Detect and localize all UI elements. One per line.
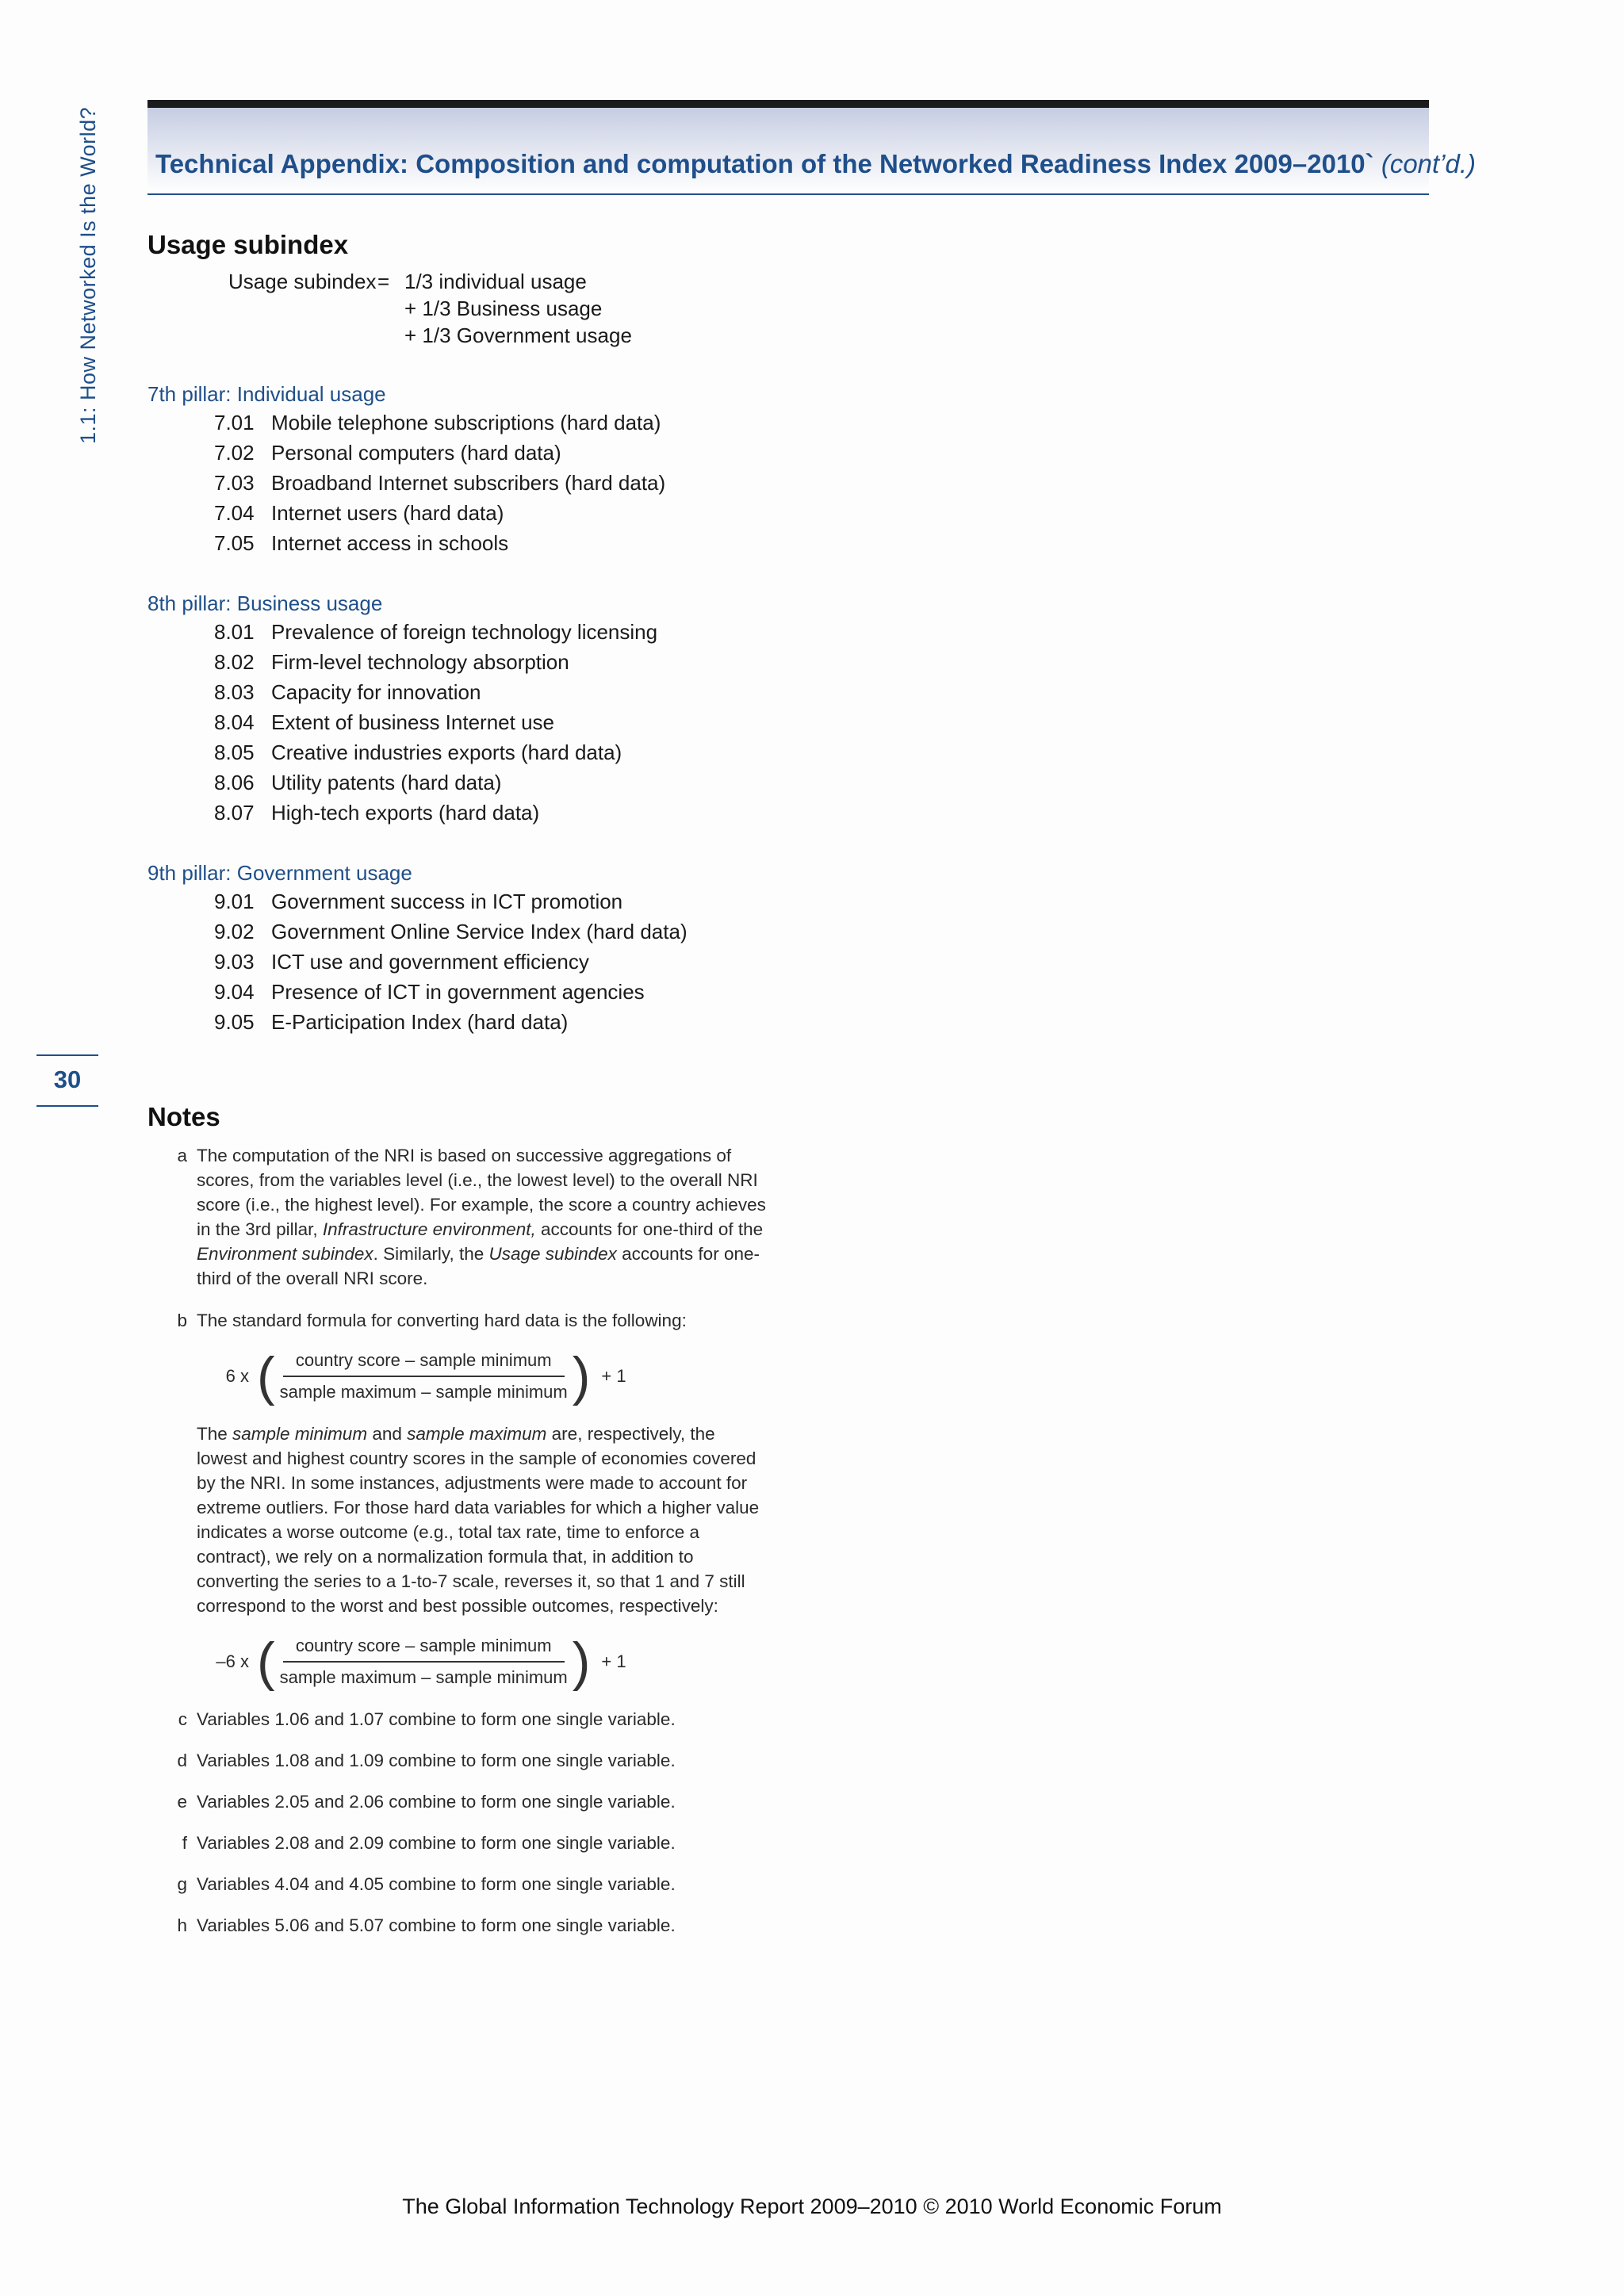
note-b-continued <box>147 1422 940 1618</box>
item-text: Internet users (hard data) <box>271 501 504 525</box>
close-paren: ) <box>572 1632 591 1692</box>
section-header-band <box>147 100 1477 195</box>
item-text: Capacity for innovation <box>271 680 481 704</box>
formula-addend: + 1 <box>601 1651 626 1671</box>
fraction-numerator: country score – sample minimum <box>283 1350 565 1377</box>
item-text: Utility patents (hard data) <box>271 771 502 794</box>
fraction-denominator: sample maximum – sample minimum <box>279 1382 568 1402</box>
item-number: 7.02 <box>214 441 255 465</box>
formula-multiplier: 6 x <box>225 1366 249 1386</box>
fraction <box>280 1636 568 1688</box>
formula-term: + 1/3 Government usage <box>404 323 632 347</box>
item-text: Mobile telephone subscriptions (hard data) <box>271 411 661 434</box>
note-text: The standard formula for converting hard data is the following: <box>197 1311 687 1330</box>
formula-term: 1/3 individual usage <box>404 270 587 293</box>
notes-heading: Notes <box>147 1102 220 1131</box>
list-item <box>147 767 940 798</box>
pillar-title: 7th pillar: Individual usage <box>147 382 386 406</box>
item-number: 8.04 <box>214 710 255 734</box>
item-text: Presence of ICT in government agencies <box>271 980 645 1004</box>
page-content <box>147 230 940 1938</box>
note-text: The sample minimum and sample maximum are, respectively, the lowest and highest country scores in the sample of economies covered by the NRI. In some instances, adjustments were made to account for extreme outliers. For those hard data variables for which a higher value indicates a worse outcome (e.g., total tax rate, time to enforce a contract), we rely on a normalization formula that, in addition to converting the series to a 1-to-7 scale, reverses it, so that 1 and 7 still correspond to the worst and best possible outcomes, respectively: <box>197 1424 760 1616</box>
note-label: b <box>177 1311 187 1330</box>
running-section-title: 1.1: How Networked Is the World? <box>76 106 100 444</box>
list-item <box>147 528 940 558</box>
pillar-9 <box>147 859 940 1037</box>
note-text: The computation of the NRI is based on successive aggregations of scores, from the variables level (i.e., the lowest level) to the overall NRI score (i.e., the highest level). For example, the score a country achieves in the 3rd pillar, Infrastructure environment, accounts for one-third of the Environment subindex. Similarly, the Usage subindex accounts for one-third of the overall NRI score. <box>197 1146 766 1288</box>
note-label: a <box>177 1146 187 1165</box>
item-text: Broadband Internet subscribers (hard data) <box>271 471 666 495</box>
item-number: 9.03 <box>214 950 255 974</box>
page-number-rule-top <box>36 1054 98 1056</box>
item-text: Internet access in schools <box>271 531 509 555</box>
normalization-formula <box>147 1346 940 1406</box>
list-item <box>147 438 940 468</box>
list-item <box>147 798 940 828</box>
list-item <box>147 677 940 707</box>
note-f: f Variables 2.08 and 2.09 combine to form one single variable. <box>182 1833 676 1853</box>
header-contd: (cont’d.) <box>1381 149 1477 178</box>
pillar-8 <box>147 590 940 828</box>
item-number: 8.02 <box>214 650 255 674</box>
item-number: 8.05 <box>214 740 255 764</box>
usage-subindex-heading: Usage subindex <box>147 230 349 259</box>
close-paren: ) <box>572 1346 591 1406</box>
list-item <box>147 947 940 977</box>
list-item <box>147 737 940 767</box>
formula-term: + 1/3 Business usage <box>404 297 603 320</box>
formula-equals: = <box>377 270 390 293</box>
item-text: High-tech exports (hard data) <box>271 801 540 825</box>
item-number: 8.07 <box>214 801 255 825</box>
item-number: 9.05 <box>214 1010 255 1034</box>
note-g: g Variables 4.04 and 4.05 combine to form one single variable. <box>177 1874 676 1894</box>
header-title-text: Technical Appendix: Composition and computation of the Networked Readiness Index 2009–2010` <box>155 149 1374 178</box>
formula-terms <box>404 268 632 349</box>
item-number: 7.05 <box>214 531 255 555</box>
pillar-7 <box>147 381 940 558</box>
reversed-normalization-formula <box>147 1632 940 1692</box>
open-paren: ( <box>257 1346 275 1406</box>
item-number: 8.01 <box>214 620 255 644</box>
formula-multiplier: –6 x <box>216 1651 249 1671</box>
open-paren: ( <box>257 1632 275 1692</box>
formula-addend: + 1 <box>601 1366 626 1386</box>
item-number: 8.06 <box>214 771 255 794</box>
note-a <box>147 1143 940 1291</box>
note-c: c Variables 1.06 and 1.07 combine to form one single variable. <box>178 1709 676 1729</box>
usage-formula <box>147 268 940 349</box>
formula-lhs: Usage subindex <box>228 270 377 293</box>
list-item <box>147 977 940 1007</box>
item-text: Creative industries exports (hard data) <box>271 740 622 764</box>
note-h: h Variables 5.06 and 5.07 combine to form one single variable. <box>177 1915 676 1935</box>
page-number: 30 <box>53 1066 82 1093</box>
list-item <box>147 468 940 498</box>
item-number: 8.03 <box>214 680 255 704</box>
fraction-denominator: sample maximum – sample minimum <box>279 1667 568 1687</box>
list-item <box>147 498 940 528</box>
item-number: 9.01 <box>214 890 255 913</box>
fraction-numerator: country score – sample minimum <box>283 1636 565 1663</box>
list-item <box>147 647 940 677</box>
page-footer: The Global Information Technology Report 2009–2010 © 2010 World Economic Forum <box>402 2195 1222 2218</box>
item-number: 9.02 <box>214 920 255 943</box>
pillar-title: 8th pillar: Business usage <box>147 591 383 615</box>
item-text: Firm-level technology absorption <box>271 650 569 674</box>
pillar-title: 9th pillar: Government usage <box>147 861 412 885</box>
note-d: d Variables 1.08 and 1.09 combine to form one single variable. <box>177 1751 676 1770</box>
fraction <box>280 1350 568 1402</box>
list-item <box>147 617 940 647</box>
list-item <box>147 408 940 438</box>
note-e: e Variables 2.05 and 2.06 combine to form one single variable. <box>177 1792 676 1812</box>
section-header-title <box>155 149 1476 179</box>
item-text: Government success in ICT promotion <box>271 890 623 913</box>
item-text: Personal computers (hard data) <box>271 441 561 465</box>
list-item <box>147 1007 940 1037</box>
item-number: 9.04 <box>214 980 255 1004</box>
list-item <box>147 886 940 916</box>
item-number: 7.03 <box>214 471 255 495</box>
list-item <box>147 916 940 947</box>
page-number-rule-bottom <box>36 1105 98 1107</box>
item-text: E-Participation Index (hard data) <box>271 1010 569 1034</box>
item-number: 7.01 <box>214 411 255 434</box>
item-text: Prevalence of foreign technology licensing <box>271 620 658 644</box>
item-text: Extent of business Internet use <box>271 710 554 734</box>
note-b <box>147 1308 940 1333</box>
item-number: 7.04 <box>214 501 255 525</box>
item-text: Government Online Service Index (hard data) <box>271 920 688 943</box>
item-text: ICT use and government efficiency <box>271 950 589 974</box>
list-item <box>147 707 940 737</box>
